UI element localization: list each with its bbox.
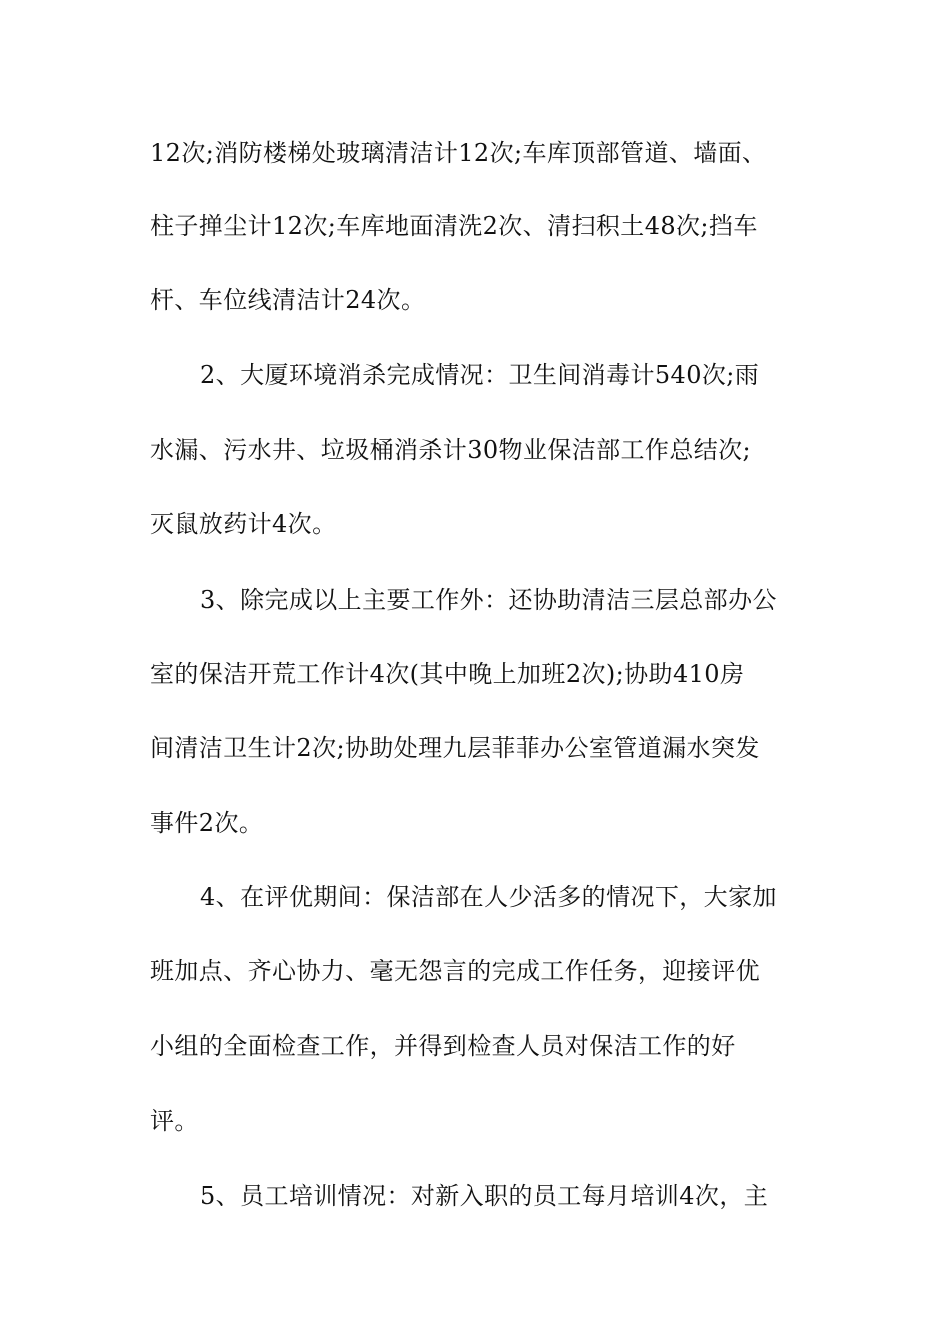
text-line: 班加点、齐心协力、毫无怨言的完成工作任务，迎接评优 [150, 957, 760, 985]
paragraph-4-line: 4、在评优期间：保洁部在人少活多的情况下，大家加 [200, 883, 777, 911]
text-line: 事件2次。 [150, 809, 264, 837]
text-line: 室的保洁开荒工作计4次(其中晚上加班2次);协助410房 [150, 660, 745, 688]
paragraph-2-line: 2、大厦环境消杀完成情况：卫生间消毒计540次;雨 [200, 361, 760, 389]
text-line: 水漏、污水井、垃圾桶消杀计30物业保洁部工作总结次; [150, 436, 752, 464]
text-line: 12次;消防楼梯处玻璃清洁计12次;车库顶部管道、墙面、 [150, 139, 767, 167]
text-line: 杆、车位线清洁计24次。 [150, 286, 426, 314]
text-line: 柱子掸尘计12次;车库地面清洗2次、清扫积土48次;挡车 [150, 212, 758, 240]
text-line: 灭鼠放药计4次。 [150, 510, 337, 538]
text-line: 间清洁卫生计2次;协助处理九层菲菲办公室管道漏水突发 [150, 734, 760, 762]
paragraph-5-line: 5、员工培训情况：对新入职的员工每月培训4次，主 [200, 1182, 769, 1210]
text-line: 评。 [150, 1107, 199, 1135]
paragraph-3-line: 3、除完成以上主要工作外：还协助清洁三层总部办公 [200, 586, 777, 614]
text-line: 小组的全面检查工作，并得到检查人员对保洁工作的好 [150, 1032, 736, 1060]
